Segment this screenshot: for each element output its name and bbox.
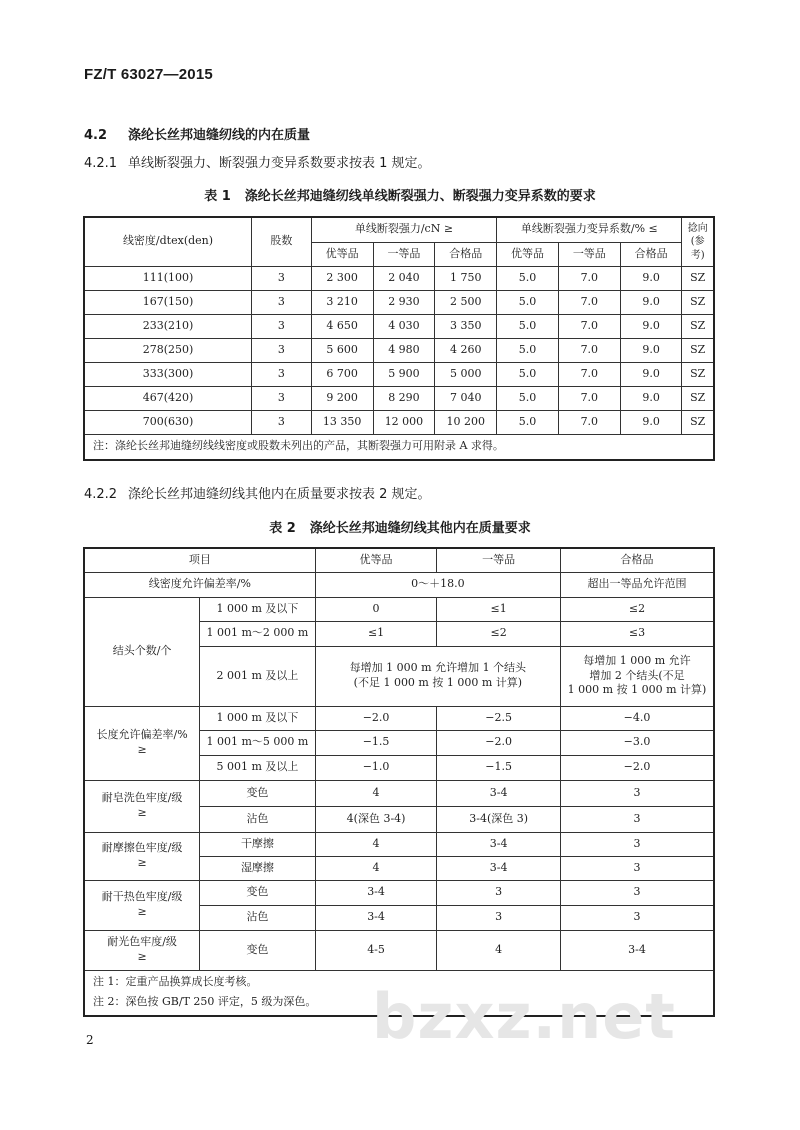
cell-cv-superior: 5.0 [497,362,559,386]
knots-first: ≤2 [437,621,561,646]
cell-plies: 3 [251,290,311,314]
rub-qualified: 3 [560,856,714,880]
clause-number: 4.2.1 [84,156,118,171]
rub-first: 3-4 [437,856,561,880]
table-row [84,338,714,362]
header-grade-superior: 优等品 [497,242,559,266]
header-plies: 股数 [251,217,311,266]
table2-title: 涤纶长丝邦迪缝纫线其他内在质量要求 [309,521,531,536]
cell-strength-first: 12 000 [373,410,435,434]
cell-density: 233(210) [84,314,251,338]
clause-number: 4.2 [84,128,108,143]
table2-note-2: 注 2：深色按 GB/T 250 评定，5 级为深色。 [93,995,317,1009]
label-line: 耐光色牢度/级 [107,935,177,949]
header-superior: 优等品 [315,548,437,572]
cell-strength-superior: 9 200 [311,386,373,410]
clause-4-2-2 [84,483,431,502]
cell-strength-qualified: 7 040 [435,386,497,410]
cell-strength-qualified: 2 500 [435,290,497,314]
knots-sub: 2 001 m 及以上 [200,646,316,706]
table-row [84,386,714,410]
length-qualified: −4.0 [560,706,714,730]
cell-strength-first: 2 930 [373,290,435,314]
cell-cv-first: 7.0 [558,266,620,290]
density-deviation-superior-first: 0～＋18.0 [315,572,560,597]
header-qualified: 合格品 [560,548,714,572]
soap-superior: 4(深色 3-4) [315,806,437,832]
cell-cv-superior: 5.0 [497,410,559,434]
page-number: 2 [86,1033,94,1047]
knots-first: ≤1 [437,597,561,621]
label-line: ≥ [137,905,147,918]
dryheat-sub: 沾色 [200,905,316,930]
cell-strength-qualified: 5 000 [435,362,497,386]
knots-superior-first [315,646,560,706]
watermark: bzxz.net [372,980,676,1053]
soap-superior: 4 [315,780,437,806]
cell-density: 467(420) [84,386,251,410]
cell-density: 167(150) [84,290,251,314]
clause-4-2-heading [84,124,310,143]
cell-strength-first: 8 290 [373,386,435,410]
header-first: 一等品 [437,548,561,572]
length-sub: 1 000 m 及以下 [200,706,316,730]
cell-cv-qualified: 9.0 [620,410,682,434]
cell-density: 700(630) [84,410,251,434]
cell-cv-qualified: 9.0 [620,266,682,290]
label-line: 长度允许偏差率/% [96,728,188,742]
soap-fastness-label [84,780,200,832]
table1-title: 涤纶长丝邦迪缝纫线单线断裂强力、断裂强力变异系数的要求 [244,189,596,204]
cell-density: 111(100) [84,266,251,290]
knots-superior: ≤1 [315,621,437,646]
header-grade-superior: 优等品 [311,242,373,266]
length-first: −1.5 [437,755,561,780]
cell-strength-qualified: 10 200 [435,410,497,434]
dryheat-fastness-label [84,880,200,930]
cell-strength-superior: 3 210 [311,290,373,314]
cell-strength-qualified: 1 750 [435,266,497,290]
table1-note: 注：涤纶长丝邦迪缝纫线线密度或股数未列出的产品，其断裂强力可用附录 A 求得。 [84,434,714,460]
cell-twist: SZ [682,338,714,362]
light-first: 4 [437,930,561,970]
table1-caption [0,185,800,204]
cell-cv-qualified: 9.0 [620,338,682,362]
length-qualified: −3.0 [560,730,714,755]
cell-strength-superior: 4 650 [311,314,373,338]
cell-cv-first: 7.0 [558,386,620,410]
cell-strength-first: 5 900 [373,362,435,386]
cell-twist: SZ [682,314,714,338]
length-deviation-label [84,706,200,780]
soap-first: 3-4 [437,780,561,806]
light-sub: 变色 [200,930,316,970]
table-row [84,290,714,314]
header-grade-first: 一等品 [558,242,620,266]
label-line: 耐皂洗色牢度/级 [101,791,183,805]
soap-sub: 变色 [200,780,316,806]
cell-cv-superior: 5.0 [497,314,559,338]
table2-number: 表 2 [269,521,296,536]
cell-strength-qualified: 3 350 [435,314,497,338]
cell-strength-first: 4 980 [373,338,435,362]
table-row [84,410,714,434]
knots-rule-line: 增加 2 个结头(不足 [589,668,685,682]
soap-sub: 沾色 [200,806,316,832]
header-twist: 捻向(参考) [682,217,714,266]
knots-qualified [560,646,714,706]
cell-cv-first: 7.0 [558,362,620,386]
cell-strength-superior: 2 300 [311,266,373,290]
clause-title: 涤纶长丝邦迪缝纫线的内在质量 [128,128,311,143]
dryheat-qualified: 3 [560,880,714,905]
length-qualified: −2.0 [560,755,714,780]
label-line: ≥ [137,950,147,963]
cell-strength-superior: 13 350 [311,410,373,434]
clause-4-2-1 [84,152,431,171]
cell-plies: 3 [251,314,311,338]
table2 [83,547,715,1017]
cell-strength-superior: 6 700 [311,362,373,386]
light-superior: 4-5 [315,930,437,970]
cell-cv-first: 7.0 [558,290,620,314]
cell-cv-qualified: 9.0 [620,386,682,410]
knots-qualified: ≤2 [560,597,714,621]
length-sub: 5 001 m 及以上 [200,755,316,780]
length-first: −2.5 [437,706,561,730]
header-density: 线密度/dtex(den) [84,217,251,266]
header-item: 项目 [84,548,315,572]
knots-qualified: ≤3 [560,621,714,646]
clause-number: 4.2.2 [84,487,118,502]
length-superior: −1.5 [315,730,437,755]
header-grade-qualified: 合格品 [620,242,682,266]
cell-strength-qualified: 4 260 [435,338,497,362]
cell-cv-first: 7.0 [558,338,620,362]
clause-text: 单线断裂强力、断裂强力变异系数要求按表 1 规定。 [128,156,431,171]
cell-cv-qualified: 9.0 [620,290,682,314]
dryheat-superior: 3-4 [315,905,437,930]
knots-label: 结头个数/个 [84,597,200,706]
dryheat-qualified: 3 [560,905,714,930]
dryheat-superior: 3-4 [315,880,437,905]
rub-superior: 4 [315,832,437,856]
length-superior: −1.0 [315,755,437,780]
cell-cv-qualified: 9.0 [620,362,682,386]
rub-sub: 干摩擦 [200,832,316,856]
cell-twist: SZ [682,266,714,290]
standard-code: FZ/T 63027—2015 [84,66,213,83]
cell-cv-superior: 5.0 [497,290,559,314]
rub-sub: 湿摩擦 [200,856,316,880]
knots-rule-line: (不足 1 000 m 按 1 000 m 计算) [353,676,523,689]
label-line: 耐摩擦色牢度/级 [101,841,183,855]
rub-superior: 4 [315,856,437,880]
cell-plies: 3 [251,386,311,410]
cell-strength-first: 4 030 [373,314,435,338]
cell-twist: SZ [682,290,714,314]
cell-density: 333(300) [84,362,251,386]
dryheat-sub: 变色 [200,880,316,905]
cell-cv-qualified: 9.0 [620,314,682,338]
length-sub: 1 001 m～5 000 m [200,730,316,755]
header-cv: 单线断裂强力变异系数/% ≤ [497,217,682,242]
label-line: 耐干热色牢度/级 [101,890,183,904]
cell-plies: 3 [251,362,311,386]
table-row [84,362,714,386]
cell-density: 278(250) [84,338,251,362]
cell-plies: 3 [251,266,311,290]
cell-twist: SZ [682,362,714,386]
length-superior: −2.0 [315,706,437,730]
cell-cv-superior: 5.0 [497,266,559,290]
label-line: ≥ [137,806,147,819]
knots-rule-line: 1 000 m 按 1 000 m 计算) [567,683,707,697]
label-line: ≥ [137,856,147,869]
table-row [84,266,714,290]
header-grade-first: 一等品 [373,242,435,266]
cell-cv-first: 7.0 [558,410,620,434]
rub-fastness-label [84,832,200,880]
soap-qualified: 3 [560,780,714,806]
soap-first: 3-4(深色 3) [437,806,561,832]
table1-number: 表 1 [204,189,231,204]
knots-rule-line: 每增加 1 000 m 允许增加 1 个结头 [349,661,527,675]
table1 [83,216,715,461]
cell-strength-superior: 5 600 [311,338,373,362]
cell-cv-superior: 5.0 [497,386,559,410]
dryheat-first: 3 [437,880,561,905]
rub-first: 3-4 [437,832,561,856]
density-deviation-label: 线密度允许偏差率/% [84,572,315,597]
dryheat-first: 3 [437,905,561,930]
cell-twist: SZ [682,386,714,410]
length-first: −2.0 [437,730,561,755]
light-qualified: 3-4 [560,930,714,970]
knots-rule-line: 每增加 1 000 m 允许 [583,653,691,667]
soap-qualified: 3 [560,806,714,832]
knots-superior: 0 [315,597,437,621]
light-fastness-label [84,930,200,970]
table-row [84,314,714,338]
table2-note-1: 注 1：定重产品换算成长度考核。 [93,975,258,989]
density-deviation-qualified: 超出一等品允许范围 [560,572,714,597]
header-strength: 单线断裂强力/cN ≥ [311,217,496,242]
cell-cv-first: 7.0 [558,314,620,338]
table2-caption [0,517,800,536]
cell-cv-superior: 5.0 [497,338,559,362]
rub-qualified: 3 [560,832,714,856]
knots-sub: 1 000 m 及以下 [200,597,316,621]
cell-twist: SZ [682,410,714,434]
cell-plies: 3 [251,338,311,362]
cell-strength-first: 2 040 [373,266,435,290]
label-line: ≥ [137,743,147,756]
knots-sub: 1 001 m～2 000 m [200,621,316,646]
header-grade-qualified: 合格品 [435,242,497,266]
clause-text: 涤纶长丝邦迪缝纫线其他内在质量要求按表 2 规定。 [128,487,431,502]
cell-plies: 3 [251,410,311,434]
